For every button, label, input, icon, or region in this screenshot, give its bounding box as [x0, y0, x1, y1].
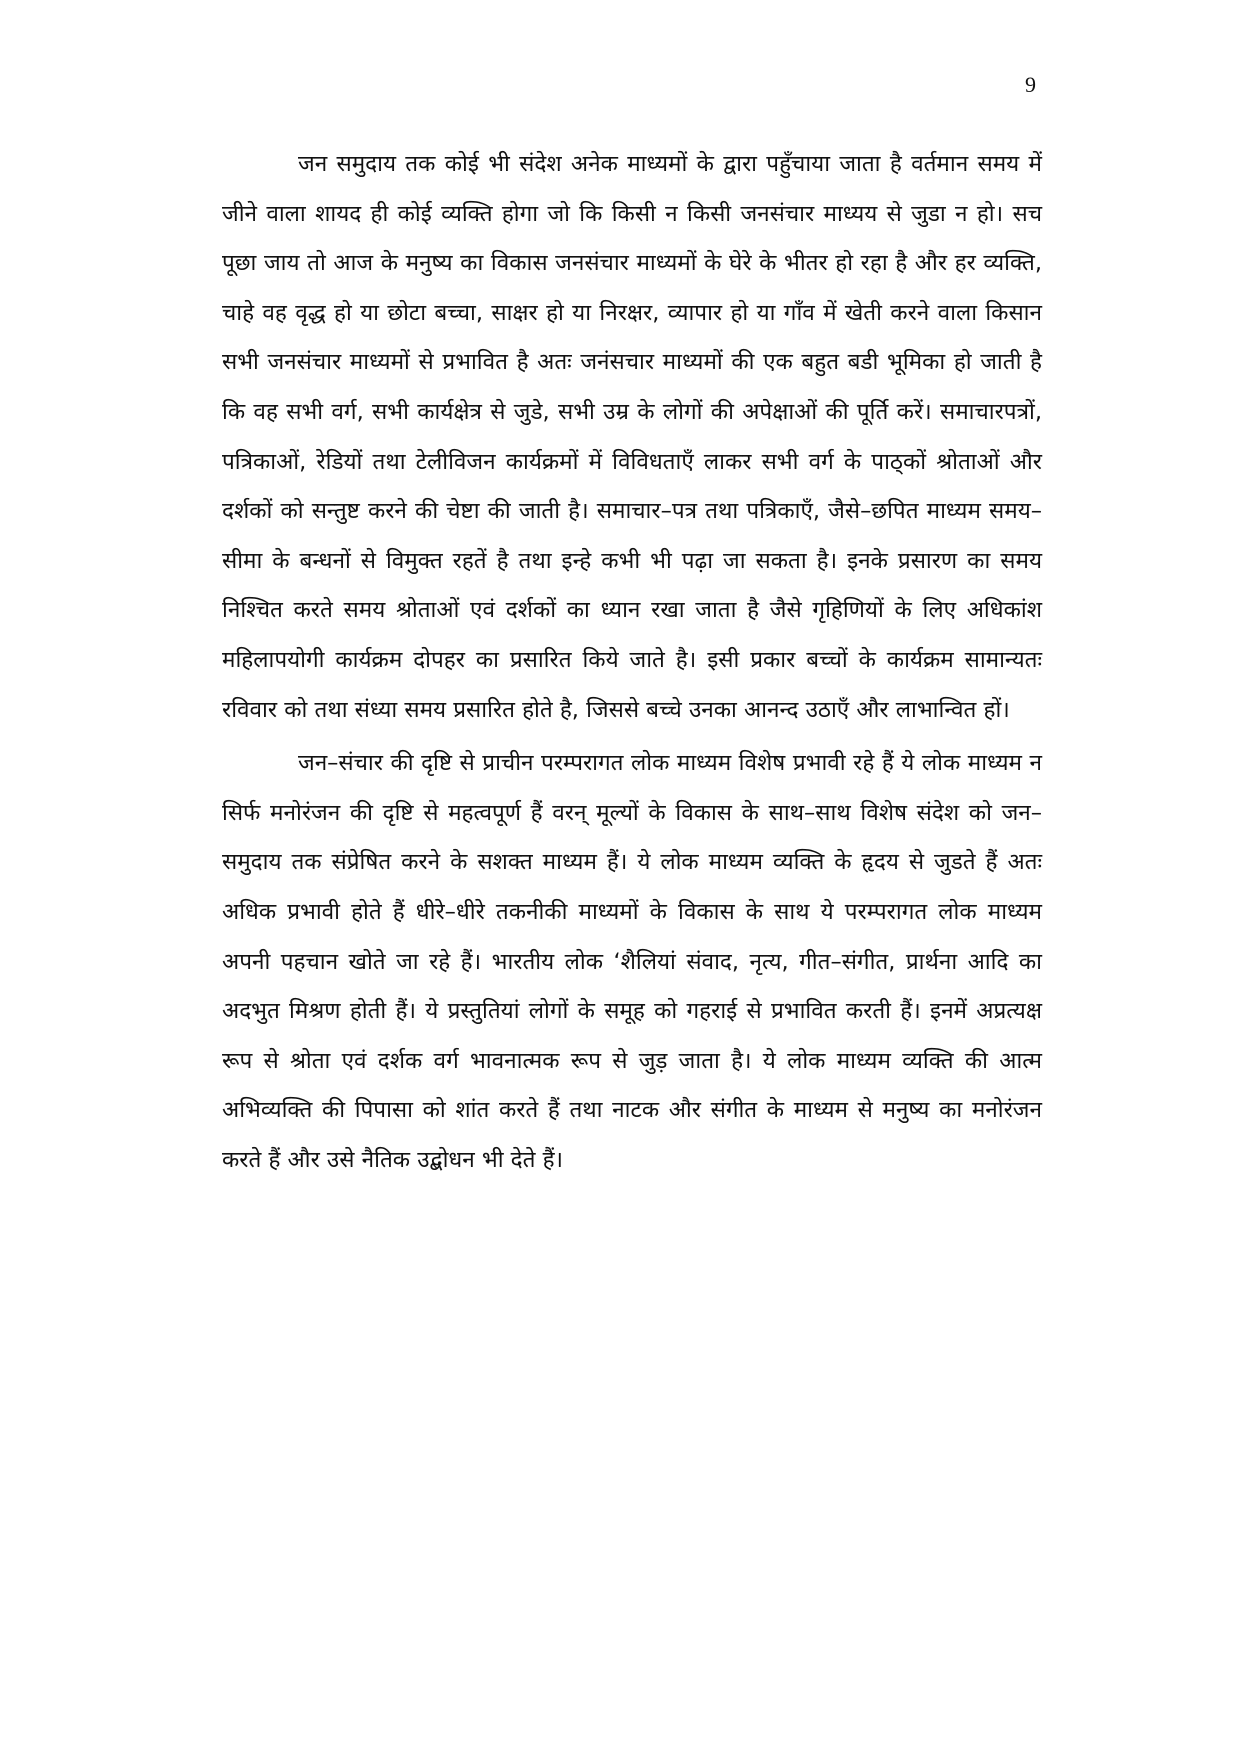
paragraph-2: जन–संचार की दृष्टि से प्राचीन परम्परागत लोक माध्यम विशेष प्रभावी रहे हैं ये लोक माध्यम न सिर्फ मनोरंजन की दृष्टि से महत्वपूर्ण हैं वरन् मूल्यों के विकास के साथ–साथ विशेष संदेश को जन–समुदाय तक संप्रेषित करने के सशक्त माध्यम हैं। ये लोक माध्यम व्यक्ति के हृदय से जुडते हैं अतः अधिक प्रभावी होते हैं धीरे–धीरे तकनीकी माध्यमों के विकास के साथ ये परम्परागत लोक माध्यम अपनी पहचान खोते जा रहे हैं। भारतीय लोक ‘शैलियां संवाद, नृत्य, गीत–संगीत, प्रार्थना आदि का अदभुत मिश्रण होती हैं। ये प्रस्तुतियां लोगों के समूह को गहराई से प्रभावित करती हैं। इनमें अप्रत्यक्ष रूप से श्रोता एवं दर्शक वर्ग भावनात्मक रूप से जुड़ जाता है। ये लोक माध्यम व्यक्ति की आत्म अभिव्यक्ति की पिपासा को शांत करते हैं तथा नाटक और संगीत के माध्यम से मनुष्य का मनोरंजन करते हैं और उसे नैतिक उद्बोधन भी देते हैं। [222, 750, 1042, 1173]
document-body [222, 140, 1042, 1185]
page-number: 9 [1025, 72, 1036, 97]
paragraph-1: जन समुदाय तक कोई भी संदेश अनेक माध्यमों के द्वारा पहुँचाया जाता है वर्तमान समय में जीने वाला शायद ही कोई व्यक्ति होगा जो कि किसी न किसी जनसंचार माध्यय से जुडा न हो। सच पूछा जाय तो आज के मनुष्य का विकास जनसंचार माध्यमों के घेरे के भीतर हो रहा है और हर व्यक्ति, चाहे वह वृद्ध हो या छोटा बच्चा, साक्षर हो या निरक्षर, व्यापार हो या गाँव में खेती करने वाला किसान सभी जनसंचार माध्यमों से प्रभावित है अतः जनंसचार माध्यमों की एक बहुत बडी भूमिका हो जाती है कि वह सभी वर्ग, सभी कार्यक्षेत्र से जुडे, सभी उम्र के लोगों की अपेक्षाओं की पूर्ति करें। समाचारपत्रों, पत्रिकाओं, रेडियों तथा टेलीविजन कार्यक्रमों में विविधताएँ लाकर सभी वर्ग के पाठ्कों श्रोताओं और दर्शकों को सन्तुष्ट करने की चेष्टा की जाती है। समाचार–पत्र तथा पत्रिकाएँ, जैसे–छपित माध्यम समय–सीमा के बन्धनों से विमुक्त रहतें है तथा इन्हे कभी भी पढ़ा जा सकता है। इनके प्रसारण का समय निश्चित करते समय श्रोताओं एवं दर्शकों का ध्यान रखा जाता है जैसे गृहिणियों के लिए अधिकांश महिलापयोगी कार्यक्रम दोपहर का प्रसारित किये जाते है। इसी प्रकार बच्चों के कार्यक्रम सामान्यतः रविवार को तथा संध्या समय प्रसारित होते है, जिससे बच्चे उनका आनन्द उठाएँ और लाभान्वित हों। [222, 151, 1042, 723]
